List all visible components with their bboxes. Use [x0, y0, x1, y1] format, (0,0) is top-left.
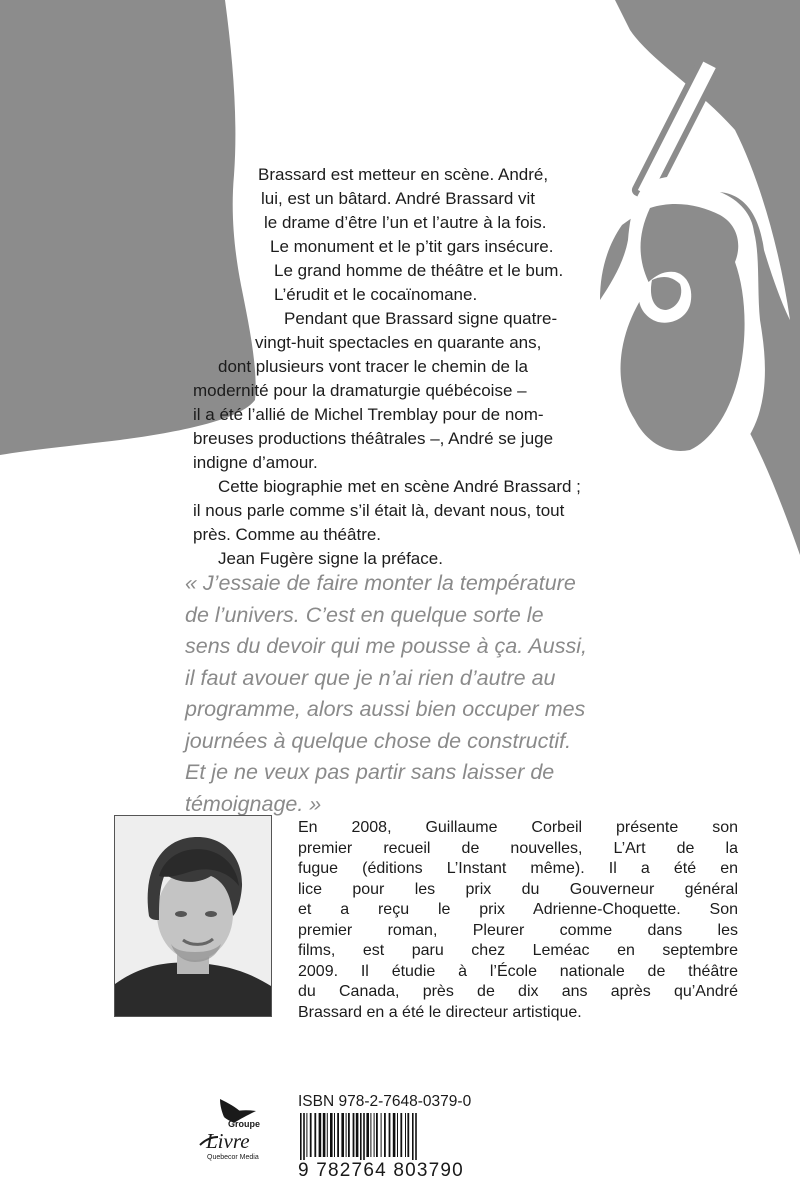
quote-line: journées à quelque chose de constructif.: [185, 728, 572, 753]
barcode-bar: [356, 1113, 359, 1157]
bio-line: Brassard en a été le directeur artistique.: [298, 1003, 582, 1021]
blurb-line: modernité pour la dramaturgie québécoise –: [193, 381, 527, 400]
quote-line: sens du devoir qui me pousse à ça. Aussi,: [185, 634, 587, 658]
publisher-logo: [198, 1097, 268, 1167]
blurb-line: vingt-huit spectacles en quarante ans,: [255, 333, 542, 352]
barcode-bar: [405, 1113, 406, 1157]
author-quote: [185, 568, 745, 820]
barcode-bar: [300, 1113, 302, 1163]
quote-line: programme, alors aussi bien occuper mes: [185, 697, 586, 721]
bio-line: En 2008, Guillaume Corbeil présente son: [298, 819, 738, 836]
barcode-bar: [407, 1113, 409, 1157]
barcode-bar: [397, 1113, 398, 1157]
isbn-barcode: [296, 1113, 496, 1163]
logo-groupe-text: Groupe: [228, 1119, 261, 1129]
barcode-bar: [346, 1113, 347, 1157]
quote-line: il faut avouer que je n’ai rien d’autre au: [185, 665, 556, 690]
barcode-bar: [389, 1113, 391, 1157]
blurb-text: [0, 0, 800, 568]
barcode-digits: 9 782764 803790: [298, 1160, 464, 1181]
logo-livre-text: Livre: [206, 1129, 250, 1153]
barcode-bar: [366, 1113, 369, 1157]
quote-line: « J’essaie de faire monter la température: [185, 571, 576, 595]
barcode-bar: [393, 1113, 396, 1157]
blurb-line: Le grand homme de théâtre et le bum.: [274, 261, 564, 280]
barcode-bar: [384, 1113, 386, 1157]
logo-quebecor-text: Quebecor Media: [207, 1154, 259, 1161]
blurb-line: Jean Fugère signe la préface.: [218, 549, 443, 568]
barcode-bar: [348, 1113, 350, 1157]
blurb-line: près. Comme au théâtre.: [193, 525, 382, 544]
barcode-bar: [306, 1113, 307, 1157]
barcode-bar: [363, 1113, 365, 1163]
bio-line: fugue (éditions L’Instant même). Il a été en: [298, 860, 738, 877]
barcode-bar: [370, 1113, 371, 1157]
barcode-bar: [374, 1113, 375, 1157]
barcode-bar: [303, 1113, 305, 1163]
quote-line: de l’univers. C’est en quelque sorte le: [185, 602, 544, 627]
barcode-bar: [337, 1113, 339, 1157]
barcode-bar: [400, 1113, 402, 1157]
bio-line: films, est paru chez Leméac en septembre: [298, 942, 738, 959]
bio-line: premier recueil de nouvelles, L’Art de la: [298, 839, 738, 857]
blurb-line: il a été l’allié de Michel Tremblay pour de nom-: [193, 405, 544, 424]
blurb-line: il nous parle comme s’il était là, devant nous, tout: [193, 501, 565, 520]
barcode-bar: [353, 1113, 355, 1157]
barcode-bar: [334, 1113, 335, 1157]
bio-line: du Canada, près de dix ans après qu’André: [298, 983, 738, 1000]
blurb-line: le drame d’être l’un et l’autre à la fois.: [264, 213, 547, 232]
barcode-bar: [327, 1113, 328, 1157]
barcode-bar: [412, 1113, 414, 1163]
barcode-bar: [341, 1113, 344, 1157]
barcode-bar: [415, 1113, 417, 1163]
bio-line: premier roman, Pleurer comme dans les: [298, 921, 738, 939]
blurb-line: Le monument et le p’tit gars insécure.: [270, 237, 554, 256]
barcode-bar: [330, 1113, 333, 1157]
barcode-bar: [323, 1113, 326, 1157]
quote-line: Et je ne veux pas partir sans laisser de: [185, 760, 555, 784]
barcode-bar: [360, 1113, 362, 1163]
blurb-line: Cette biographie met en scène André Brassard ;: [218, 477, 581, 496]
author-bio: [298, 818, 738, 1023]
blurb-line: Pendant que Brassard signe quatre-: [284, 309, 558, 328]
author-photo: [114, 815, 272, 1017]
bio-line: 2009. Il étudie à l’École nationale de théâtre: [298, 962, 738, 980]
barcode-bar: [376, 1113, 378, 1157]
barcode-bar: [319, 1113, 322, 1157]
quote-line: témoignage. »: [185, 791, 322, 816]
barcode-bar: [314, 1113, 316, 1157]
isbn-label: ISBN 978-2-7648-0379-0: [298, 1093, 472, 1110]
blurb-line: lui, est un bâtard. André Brassard vit: [261, 189, 536, 208]
blurb-line: Brassard est metteur en scène. André,: [258, 165, 549, 184]
barcode-bar: [381, 1113, 382, 1157]
blurb-line: breuses productions théâtrales –, André se juge: [193, 429, 554, 448]
blurb-line: L’érudit et le cocaïnomane.: [274, 285, 478, 304]
bio-line: lice pour les prix du Gouverneur général: [298, 880, 738, 898]
blurb-line: dont plusieurs vont tracer le chemin de la: [218, 357, 528, 376]
barcode-bar: [310, 1113, 312, 1157]
blurb-line: indigne d’amour.: [193, 453, 318, 472]
bio-line: et a reçu le prix Adrienne-Choquette. Son: [298, 901, 738, 918]
